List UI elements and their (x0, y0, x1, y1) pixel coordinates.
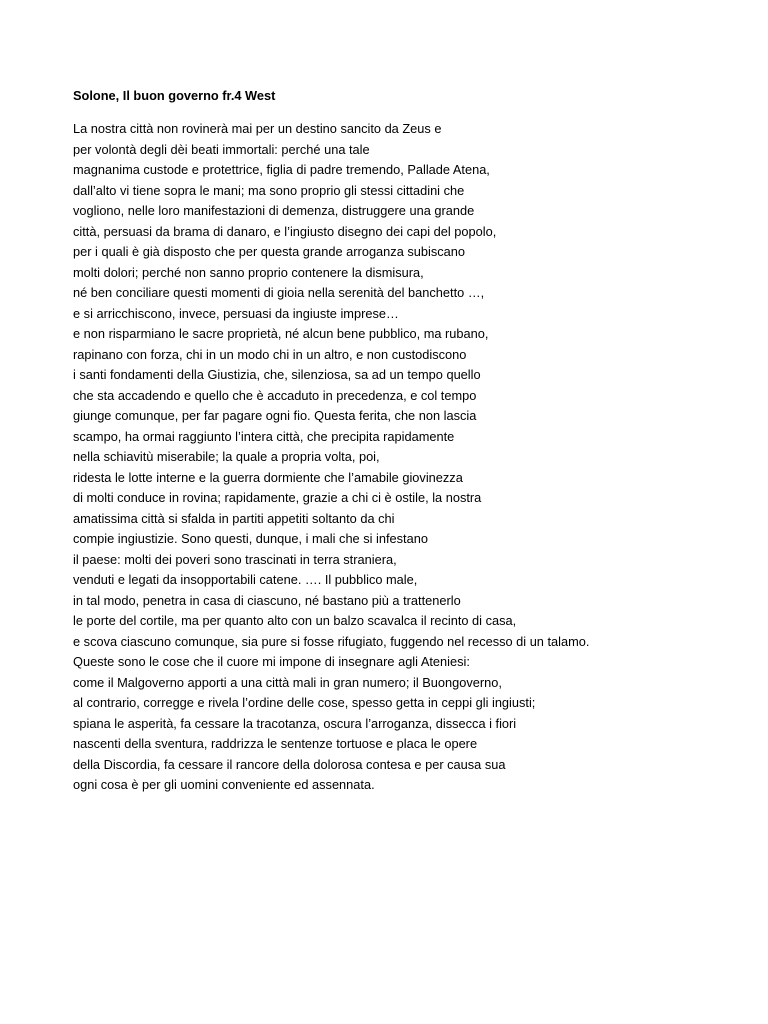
text-line: e si arricchiscono, invece, persuasi da ingiuste imprese… (73, 305, 399, 321)
document-body (73, 119, 589, 796)
text-line: città, persuasi da brama di danaro, e l’ingiusto disegno dei capi del popolo, (73, 223, 497, 239)
text-line: ogni cosa è per gli uomini conveniente ed assennata. (73, 777, 375, 792)
text-line: della Discordia, fa cessare il rancore della dolorosa contesa e per causa sua (73, 756, 506, 772)
text-line: vogliono, nelle loro manifestazioni di demenza, distruggere una grande (73, 203, 475, 218)
text-line: e non risparmiano le sacre proprietà, né alcun bene pubblico, ma rubano, (73, 326, 489, 341)
text-line: compie ingiustizie. Sono questi, dunque, i mali che si infestano (73, 531, 428, 546)
text-line: spiana le asperità, fa cessare la tracotanza, oscura l’arroganza, dissecca i fiori (73, 715, 517, 731)
text-line: rapinano con forza, chi in un modo chi in un altro, e non custodiscono (73, 346, 467, 362)
text-line: dall’alto vi tiene sopra le mani; ma sono proprio gli stessi cittadini che (73, 182, 465, 198)
text-line: che sta accadendo e quello che è accaduto in precedenza, e col tempo (73, 387, 477, 403)
text-line: al contrario, corregge e rivela l’ordine delle cose, spesso getta in ceppi gli ingiusti; (73, 695, 536, 710)
text-line: e scova ciascuno comunque, sia pure si fosse rifugiato, fuggendo nel recesso di un talamo. (73, 633, 590, 649)
text-line: Queste sono le cose che il cuore mi impone di insegnare agli Ateniesi: (73, 654, 470, 669)
text-line: di molti conduce in rovina; rapidamente, grazie a chi ci è ostile, la nostra (73, 490, 482, 505)
text-line: ridesta le lotte interne e la guerra dormiente che l’amabile giovinezza (73, 469, 463, 485)
text-line: magnanima custode e protettrice, figlia di padre tremendo, Pallade Atena, (73, 162, 490, 177)
document-title: Solone, Il buon governo fr.4 West (73, 88, 276, 103)
text-line: amatissima città si sfalda in partiti appetiti soltanto da chi (73, 510, 395, 526)
text-line: giunge comunque, per far pagare ogni fio. Questa ferita, che non lascia (73, 408, 477, 423)
text-line: nella schiavitù miserabile; la quale a propria volta, poi, (73, 449, 380, 464)
text-line: come il Malgoverno apporti a una città mali in gran numero; il Buongoverno, (73, 674, 502, 690)
text-line: in tal modo, penetra in casa di ciascuno, né bastano più a trattenerlo (73, 592, 461, 608)
text-line: per volontà degli dèi beati immortali: perché una tale (73, 141, 370, 157)
text-line: scampo, ha ormai raggiunto l’intera città, che precipita rapidamente (73, 428, 455, 444)
text-line: venduti e legati da insopportabili catene. …. Il pubblico male, (73, 572, 418, 587)
text-line: né ben conciliare questi momenti di gioia nella serenità del banchetto …, (73, 285, 485, 300)
text-line: nascenti della sventura, raddrizza le sentenze tortuose e placa le opere (73, 736, 478, 751)
text-line: il paese: molti dei poveri sono trascinati in terra straniera, (73, 551, 397, 567)
text-line: le porte del cortile, ma per quanto alto con un balzo scavalca il recinto di casa, (73, 613, 517, 628)
text-line: i santi fondamenti della Giustizia, che, silenziosa, sa ad un tempo quello (73, 367, 481, 382)
text-line: La nostra città non rovinerà mai per un destino sancito da Zeus e (73, 121, 442, 136)
text-line: molti dolori; perché non sanno proprio contenere la dismisura, (73, 264, 424, 280)
text-line: per i quali è già disposto che per questa grande arroganza subiscano (73, 244, 465, 259)
